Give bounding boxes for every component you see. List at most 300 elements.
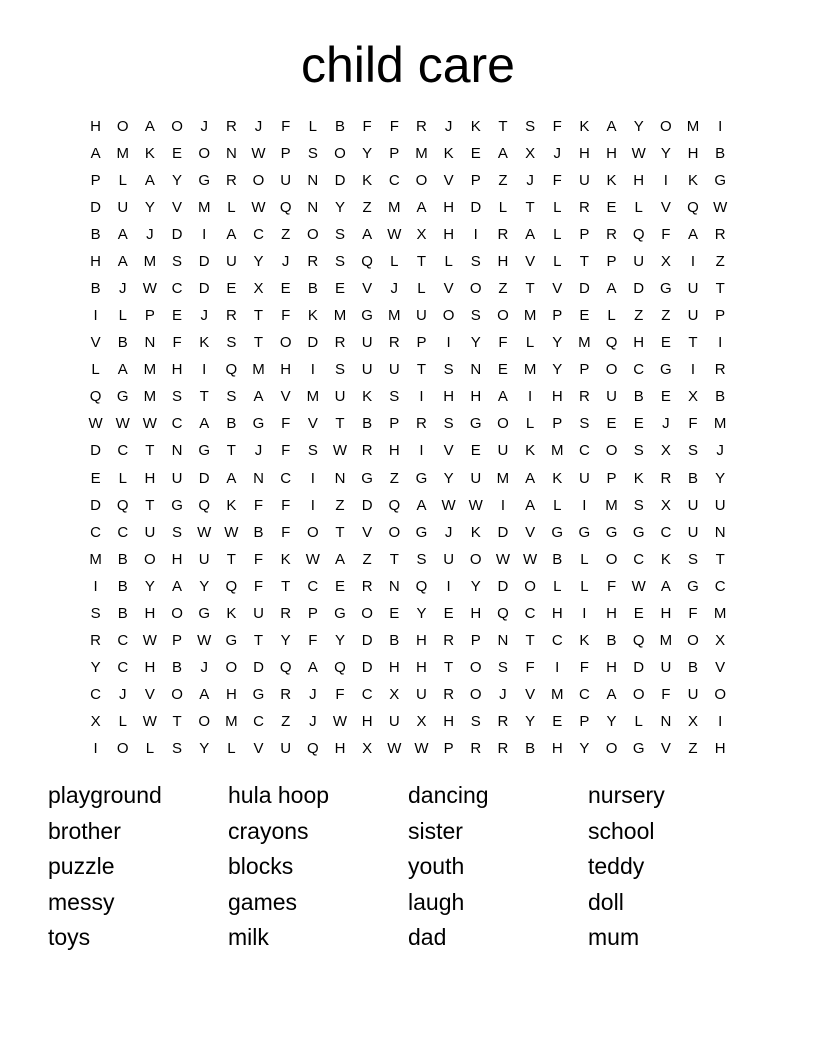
word-list-item: messy xyxy=(48,888,115,915)
grid-letter: M xyxy=(197,198,211,216)
grid-letter: P xyxy=(389,415,400,433)
grid-row xyxy=(82,384,734,411)
grid-letter: I xyxy=(202,225,207,243)
grid-letter: Q xyxy=(279,198,292,216)
grid-letter: R xyxy=(443,686,455,704)
grid-letter: Y xyxy=(525,713,536,731)
grid-letter: N xyxy=(225,144,237,162)
grid-letter: O xyxy=(225,659,238,677)
grid-letter: Q xyxy=(605,334,618,352)
grid-letter: H xyxy=(470,388,482,406)
grid-letter: T xyxy=(715,280,725,297)
grid-letter: X xyxy=(715,632,726,650)
grid-letter: H xyxy=(551,604,563,622)
grid-letter: T xyxy=(253,307,264,325)
grid-letter: P xyxy=(389,144,400,162)
grid-letter: B xyxy=(688,469,699,487)
grid-letter: V xyxy=(307,415,318,433)
grid-letter: W xyxy=(441,496,456,514)
grid-row xyxy=(82,194,734,221)
grid-letter: T xyxy=(579,252,589,270)
grid-letter: D xyxy=(198,252,210,270)
grid-letter: A xyxy=(144,117,155,135)
grid-letter: O xyxy=(714,686,726,704)
grid-letter: B xyxy=(715,144,726,162)
grid-letter: Y xyxy=(362,144,373,162)
grid-letter: L xyxy=(525,415,535,433)
grid-letter: I xyxy=(718,334,723,352)
grid-letter: D xyxy=(361,496,373,514)
grid-letter: E xyxy=(334,577,345,595)
grid-row xyxy=(82,438,734,465)
grid-letter: V xyxy=(280,388,291,406)
grid-letter: W xyxy=(468,496,483,514)
grid-letter: Y xyxy=(280,632,291,650)
grid-letter: H xyxy=(470,604,482,622)
grid-letter: D xyxy=(470,198,482,216)
grid-letter: V xyxy=(525,252,536,270)
grid-letter: Y xyxy=(144,577,155,595)
grid-letter: H xyxy=(660,604,672,622)
grid-letter: K xyxy=(552,469,563,487)
grid-letter: D xyxy=(361,659,373,677)
grid-letter: R xyxy=(714,361,726,379)
grid-letter: A xyxy=(497,144,508,162)
grid-letter: U xyxy=(578,469,590,487)
grid-letter: T xyxy=(253,334,264,352)
grid-letter: J xyxy=(716,442,724,460)
grid-letter: R xyxy=(416,117,427,135)
grid-letter: A xyxy=(226,225,237,243)
grid-letter: T xyxy=(525,280,535,297)
grid-letter: U xyxy=(144,523,156,541)
grid-letter: F xyxy=(253,550,264,568)
grid-letter: A xyxy=(606,686,617,704)
grid-letter: I xyxy=(527,388,533,406)
grid-letter: D xyxy=(497,523,509,541)
grid-letter: W xyxy=(631,577,646,595)
grid-letter: X xyxy=(660,496,671,514)
grid-letter: U xyxy=(687,280,699,297)
grid-letter: A xyxy=(688,225,699,243)
grid-letter: G xyxy=(225,632,238,650)
grid-letter: S xyxy=(470,713,481,731)
grid-letter: T xyxy=(525,198,535,216)
grid-letter: D xyxy=(253,659,264,677)
grid-letter: V xyxy=(253,740,264,758)
grid-letter: S xyxy=(579,415,590,433)
word-list-item: mum xyxy=(588,924,640,951)
grid-letter: B xyxy=(307,280,318,297)
grid-letter: Q xyxy=(225,361,238,379)
word-list-item: playground xyxy=(48,782,162,808)
grid-letter: F xyxy=(552,117,562,135)
grid-letter: B xyxy=(606,632,617,650)
grid-letter: G xyxy=(578,523,591,541)
grid-letter: S xyxy=(172,252,183,270)
grid-letter: O xyxy=(469,659,482,677)
grid-letter: F xyxy=(335,686,345,704)
grid-letter: Z xyxy=(389,469,399,487)
grid-letter: V xyxy=(525,523,536,541)
word-list-item: laugh xyxy=(408,888,465,915)
grid-letter: H xyxy=(90,252,101,270)
grid-letter: T xyxy=(145,442,155,460)
grid-letter: B xyxy=(172,659,183,677)
grid-letter: O xyxy=(660,117,672,135)
grid-letter: S xyxy=(334,252,345,270)
grid-letter: K xyxy=(362,388,373,406)
grid-letter: B xyxy=(525,740,536,758)
grid-letter: Q xyxy=(388,496,401,514)
grid-letter: V xyxy=(443,280,454,297)
grid-letter: D xyxy=(90,442,101,460)
grid-letter: N xyxy=(470,361,482,379)
grid-letter: W xyxy=(142,415,157,433)
grid-letter: W xyxy=(251,144,266,162)
grid-letter: I xyxy=(690,252,696,270)
grid-letter: R xyxy=(714,225,726,243)
grid-letter: C xyxy=(117,442,129,460)
grid-letter: M xyxy=(388,307,401,325)
grid-letter: H xyxy=(443,225,455,243)
grid-letter: A xyxy=(497,388,508,406)
grid-letter: W xyxy=(495,550,510,568)
grid-letter: P xyxy=(280,144,291,162)
grid-letter: P xyxy=(552,415,563,433)
grid-letter: L xyxy=(227,198,236,216)
grid-letter: M xyxy=(713,415,727,433)
grid-letter: F xyxy=(525,659,535,677)
grid-letter: X xyxy=(90,713,101,731)
grid-row xyxy=(82,303,734,330)
grid-letter: H xyxy=(714,740,726,758)
grid-letter: L xyxy=(118,307,127,325)
grid-letter: V xyxy=(443,442,454,460)
grid-letter: X xyxy=(688,713,699,731)
grid-letter: J xyxy=(553,144,561,162)
word-list-item: crayons xyxy=(228,817,309,844)
grid-letter: C xyxy=(388,171,400,189)
grid-letter: C xyxy=(90,523,101,541)
grid-letter: Z xyxy=(281,713,291,731)
grid-letter: C xyxy=(633,361,645,379)
grid-letter: L xyxy=(607,307,616,325)
grid-letter: A xyxy=(416,198,427,216)
grid-letter: J xyxy=(526,171,534,189)
grid-letter: D xyxy=(90,496,101,514)
grid-letter: C xyxy=(117,523,129,541)
puzzle-title: child care xyxy=(301,37,515,93)
grid-letter: T xyxy=(389,550,399,568)
grid-letter: T xyxy=(525,632,535,650)
grid-letter: N xyxy=(388,577,400,595)
grid-letter: L xyxy=(553,225,562,243)
grid-letter: K xyxy=(688,171,699,189)
grid-letter: I xyxy=(93,740,98,758)
grid-letter: T xyxy=(335,523,345,541)
grid-letter: G xyxy=(632,523,645,541)
grid-letter: Y xyxy=(633,117,644,135)
grid-letter: A xyxy=(117,252,128,270)
grid-letter: U xyxy=(578,171,590,189)
grid-letter: I xyxy=(718,117,723,135)
grid-letter: J xyxy=(281,252,290,270)
grid-letter: T xyxy=(145,496,155,514)
grid-row xyxy=(82,113,734,140)
grid-letter: A xyxy=(606,117,617,135)
grid-letter: X xyxy=(416,225,427,243)
grid-letter: S xyxy=(389,388,400,406)
grid-letter: R xyxy=(578,198,590,216)
grid-letter: A xyxy=(117,361,128,379)
grid-letter: U xyxy=(687,686,699,704)
grid-letter: O xyxy=(632,686,645,704)
grid-letter: J xyxy=(444,523,453,541)
grid-letter: S xyxy=(90,604,101,622)
grid-letter: G xyxy=(361,307,373,325)
grid-letter: H xyxy=(171,550,183,568)
grid-letter: A xyxy=(199,686,210,704)
grid-letter: L xyxy=(118,469,127,487)
grid-letter: Y xyxy=(552,361,563,379)
grid-letter: K xyxy=(470,523,481,541)
grid-letter: E xyxy=(280,280,291,297)
grid-letter: H xyxy=(443,388,455,406)
grid-letter: L xyxy=(553,496,562,514)
grid-letter: M xyxy=(415,144,428,162)
grid-letter: F xyxy=(253,577,264,595)
grid-letter: S xyxy=(172,740,183,758)
grid-letter: F xyxy=(281,496,291,514)
grid-letter: I xyxy=(419,388,424,406)
grid-letter: D xyxy=(497,577,509,595)
grid-letter: Y xyxy=(606,713,617,731)
grid-letter: S xyxy=(525,117,536,135)
grid-letter: S xyxy=(226,388,237,406)
grid-letter: V xyxy=(552,280,563,297)
grid-letter: P xyxy=(579,713,590,731)
grid-letter: O xyxy=(469,686,482,704)
grid-letter: T xyxy=(226,550,236,568)
grid-letter: U xyxy=(361,334,373,352)
grid-letter: S xyxy=(470,307,481,325)
grid-letter: K xyxy=(199,334,210,352)
grid-letter: H xyxy=(144,604,156,622)
grid-letter: I xyxy=(93,577,98,595)
grid-row xyxy=(82,411,734,438)
grid-letter: G xyxy=(252,415,265,433)
grid-letter: M xyxy=(143,252,157,270)
grid-letter: L xyxy=(498,198,508,216)
grid-letter: H xyxy=(334,740,346,758)
grid-letter: C xyxy=(171,415,183,433)
grid-letter: I xyxy=(690,361,696,379)
grid-letter: H xyxy=(416,659,427,677)
grid-letter: Y xyxy=(199,740,210,758)
word-list-item: toys xyxy=(48,924,91,951)
grid-letter: A xyxy=(525,496,536,514)
grid-letter: Z xyxy=(498,280,508,297)
grid-letter: R xyxy=(90,632,101,650)
grid-row xyxy=(82,627,734,654)
grid-letter: M xyxy=(659,632,673,650)
grid-letter: M xyxy=(225,713,238,731)
grid-letter: J xyxy=(662,415,670,433)
grid-letter: A xyxy=(525,225,536,243)
grid-letter: E xyxy=(552,713,563,731)
grid-letter: M xyxy=(523,307,537,325)
grid-letter: H xyxy=(687,144,699,162)
grid-letter: X xyxy=(416,713,427,731)
grid-letter: G xyxy=(116,388,129,406)
grid-letter: V xyxy=(715,659,726,677)
grid-letter: T xyxy=(172,713,182,731)
grid-row xyxy=(82,330,734,357)
grid-letter: A xyxy=(416,496,427,514)
grid-letter: B xyxy=(688,659,699,677)
grid-letter: J xyxy=(499,686,507,704)
grid-letter: B xyxy=(226,415,237,433)
grid-letter: H xyxy=(361,713,373,731)
grid-letter: X xyxy=(660,442,671,460)
grid-letter: R xyxy=(388,334,400,352)
grid-letter: P xyxy=(90,171,101,189)
grid-letter: R xyxy=(225,307,237,325)
grid-letter: B xyxy=(334,117,345,135)
grid-row xyxy=(82,248,734,275)
word-list-item: dancing xyxy=(408,782,489,808)
grid-row xyxy=(82,655,734,682)
grid-letter: C xyxy=(253,225,264,243)
grid-letter: P xyxy=(552,307,563,325)
grid-letter: H xyxy=(388,659,400,677)
grid-letter: C xyxy=(90,686,101,704)
grid-letter: V xyxy=(144,686,155,704)
grid-letter: V xyxy=(172,198,183,216)
grid-row xyxy=(82,546,734,573)
grid-letter: H xyxy=(443,198,455,216)
grid-letter: B xyxy=(362,415,373,433)
grid-letter: Z xyxy=(688,740,698,758)
grid-letter: R xyxy=(497,713,509,731)
grid-letter: W xyxy=(713,198,728,216)
grid-letter: Z xyxy=(634,307,644,325)
grid-letter: Q xyxy=(632,225,645,243)
letter-grid xyxy=(82,113,734,763)
grid-letter: F xyxy=(661,225,671,243)
grid-letter: Y xyxy=(443,469,454,487)
grid-letter: C xyxy=(361,686,373,704)
grid-letter: R xyxy=(225,117,237,135)
grid-letter: K xyxy=(579,632,590,650)
word-list-item: hula hoop xyxy=(228,782,330,808)
grid-letter: E xyxy=(579,307,590,325)
grid-letter: R xyxy=(280,686,292,704)
grid-letter: T xyxy=(688,334,698,352)
grid-letter: A xyxy=(525,469,536,487)
grid-letter: D xyxy=(90,198,101,216)
grid-letter: X xyxy=(660,252,671,270)
grid-letter: G xyxy=(334,604,346,622)
grid-letter: M xyxy=(550,686,564,704)
grid-letter: P xyxy=(579,225,590,243)
grid-letter: B xyxy=(552,550,563,568)
grid-letter: F xyxy=(688,415,698,433)
grid-letter: S xyxy=(443,361,454,379)
grid-letter: D xyxy=(578,280,590,297)
grid-letter: I xyxy=(93,307,98,325)
grid-letter: W xyxy=(197,523,212,541)
grid-letter: F xyxy=(606,577,617,595)
grid-letter: O xyxy=(334,144,346,162)
grid-letter: M xyxy=(605,496,618,514)
grid-letter: V xyxy=(362,280,373,297)
grid-letter: N xyxy=(144,334,156,352)
grid-letter: W xyxy=(88,415,103,433)
grid-letter: G xyxy=(415,469,428,487)
grid-letter: P xyxy=(606,252,617,270)
grid-letter: K xyxy=(579,117,590,135)
grid-letter: U xyxy=(660,659,672,677)
grid-letter: Y xyxy=(334,632,345,650)
grid-letter: I xyxy=(310,361,315,379)
grid-letter: B xyxy=(90,280,101,297)
grid-letter: D xyxy=(307,334,319,352)
grid-letter: X xyxy=(688,388,699,406)
grid-row xyxy=(82,682,734,709)
grid-letter: O xyxy=(442,307,455,325)
grid-letter: I xyxy=(310,496,315,514)
grid-letter: P xyxy=(144,307,155,325)
grid-letter: B xyxy=(117,577,128,595)
grid-letter: U xyxy=(606,388,617,406)
grid-letter: N xyxy=(714,523,726,541)
grid-letter: P xyxy=(172,632,183,650)
grid-letter: G xyxy=(660,280,672,297)
grid-letter: R xyxy=(225,171,237,189)
grid-row xyxy=(82,357,734,384)
grid-letter: I xyxy=(419,442,424,460)
grid-letter: W xyxy=(414,740,429,758)
grid-letter: A xyxy=(660,577,671,595)
grid-letter: R xyxy=(578,388,590,406)
grid-letter: U xyxy=(687,496,699,514)
grid-letter: N xyxy=(497,632,509,650)
grid-letter: B xyxy=(117,604,128,622)
grid-letter: P xyxy=(715,307,726,325)
grid-row xyxy=(82,492,734,519)
grid-letter: M xyxy=(306,388,320,406)
grid-letter: O xyxy=(469,280,482,297)
grid-letter: P xyxy=(443,740,454,758)
grid-letter: H xyxy=(416,632,427,650)
grid-letter: S xyxy=(470,252,481,270)
grid-letter: K xyxy=(307,307,318,325)
grid-letter: Y xyxy=(90,659,101,677)
grid-letter: M xyxy=(143,361,157,379)
grid-letter: Y xyxy=(579,740,590,758)
grid-letter: U xyxy=(253,604,264,622)
grid-letter: S xyxy=(307,144,318,162)
word-list-item: doll xyxy=(588,888,624,915)
grid-letter: C xyxy=(660,523,672,541)
grid-letter: D xyxy=(361,632,373,650)
grid-letter: W xyxy=(387,225,402,243)
grid-letter: H xyxy=(633,171,645,189)
grid-letter: S xyxy=(172,388,183,406)
grid-letter: U xyxy=(280,740,292,758)
